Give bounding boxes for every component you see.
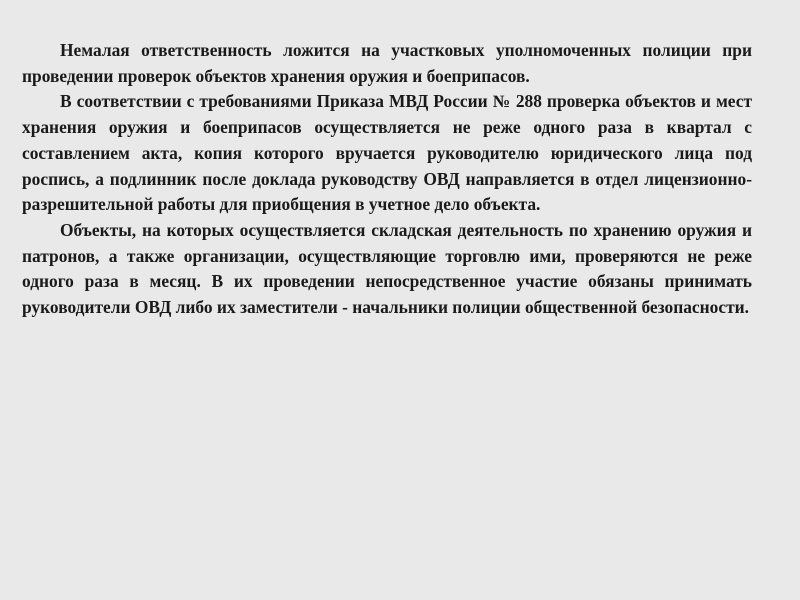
paragraph-1: Немалая ответственность ложится на участковых уполномоченных полиции при проведении проверок объектов хранения оружия и боеприпасов. <box>22 40 752 86</box>
paragraph-2: В соответствии с требованиями Приказа МВД России № 288 проверка объектов и мест хранения оружия и боеприпасов осуществляется не реже одного раза в квартал с составлением акта, копия которого вручается руководителю юридического лица под роспись, а подлинник после доклада руководству ОВД направляется в отдел лицензионно-разрешительной работы для приобщения в учетное дело объекта. <box>22 91 752 215</box>
paragraph-3: Объекты, на которых осуществляется складская деятельность по хранению оружия и патронов, а также организации, осуществляющие торговлю ими, проверяются не реже одного раза в месяц. В их проведении непосредственное участие обязаны принимать руководители ОВД либо их заместители - начальники полиции общественной безопасности. <box>22 219 752 318</box>
text-block <box>22 38 752 321</box>
